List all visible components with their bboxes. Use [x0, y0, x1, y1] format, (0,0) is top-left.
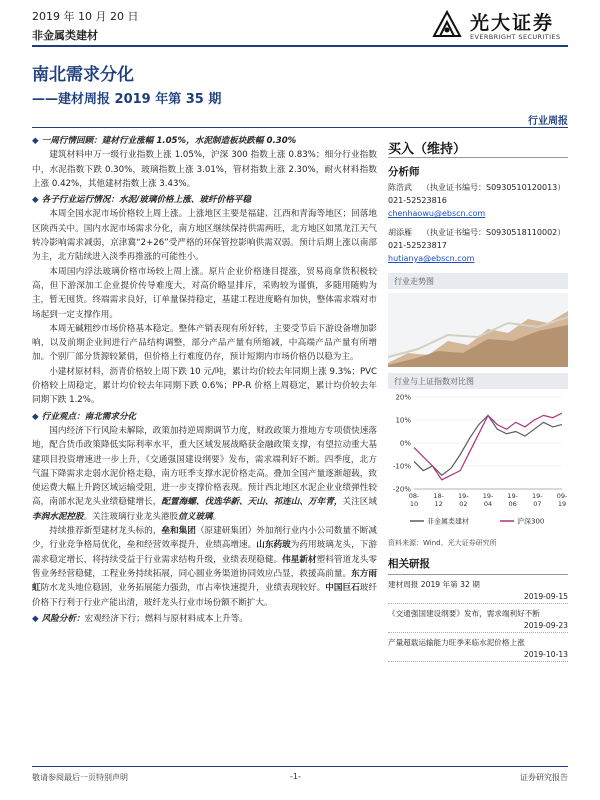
everbright-logo — [430, 6, 580, 46]
title-rule — [32, 127, 568, 128]
related-report-2[interactable]: 《交通强国建设纲要》发布，需求端利好不断 2019-09-23 — [388, 608, 568, 633]
x-tick-label: 10 — [409, 500, 419, 508]
header-rule — [32, 45, 568, 47]
chart-svg — [388, 389, 568, 535]
x-tick-label: 18- — [433, 492, 444, 500]
footer-disclaimer: 敬请参阅最后一页特别声明 — [32, 773, 128, 782]
diamond-bullet-icon: ◆ — [32, 613, 39, 624]
chart-source: 资料来源：Wind、光大证券研究所 — [388, 539, 497, 547]
page-number: -1- — [290, 772, 301, 781]
x-tick-label: 06 — [508, 500, 517, 508]
page-subtitle: ——建材周报 2019 年第 35 期 — [32, 92, 222, 107]
chart-title: 行业与上证指数对比图 — [388, 373, 568, 389]
industry-view-paragraph-2: 持续推荐新型建材龙头标的，垒和集团（原建研集团）外加剂行业内小公司数量不断减少，行业竞争格局优化，垒和经营效率提升，业绩高增速。山东药玻为药用玻璃龙头，下游需求稳定增长，将持续受益于行业需求结构升级，业绩表现稳健。伟星新材塑料管道龙头零售业务经营稳健，工程业务持续拓展，同心圆业务渠道协同效应凸显，救援高前量。东方雨虹防水龙头地位稳固，业务拓展能力强劲，市占率快速提升，业绩表现较好。中国巨石玻纤价格下行利于行业产能出清，玻纤龙头行业市场份额不断扩大。 — [32, 526, 377, 608]
glass-paragraph: 本周国内浮法玻璃价格市场较上周上涨。原片企业价格逢目提涨，贸易商拿货积极较高，但下游深加工企业提价传导难度大，对高价略显排斥，采购较为谨慎，多随用随购为主，暂无囤货。终端需求良好，订单量保持稳定，基建工程进度略有加快，整体需求端对市场起到一定支撑作用。 — [32, 266, 377, 320]
x-tick-label: 12 — [434, 500, 443, 508]
y-tick-label: 0% — [399, 439, 411, 448]
comparison-chart — [388, 373, 568, 548]
analyst-2-email-link[interactable]: hutianya@ebscn.com — [388, 254, 475, 263]
sidebar — [388, 132, 568, 662]
analyst-heading: 分析师 — [388, 166, 420, 178]
diamond-bullet-icon: ◆ — [32, 411, 39, 422]
y-tick-label: -10% — [392, 462, 411, 471]
diamond-bullet-icon: ◆ — [32, 136, 39, 146]
analyst-1-email-link[interactable]: chenhaowu@ebscn.com — [388, 209, 486, 218]
report-type-tag: 行业周报 — [528, 116, 568, 127]
x-tick-label: 02 — [459, 500, 468, 508]
x-tick-label: 07 — [533, 500, 542, 508]
trend-image — [388, 293, 568, 367]
x-tick-label: 19- — [532, 492, 543, 500]
footer-report-type: 证券研究报告 — [520, 773, 568, 782]
x-tick-label: 09- — [556, 492, 568, 500]
y-tick-label: -20% — [392, 485, 411, 494]
industry-view-paragraph-1: 国内经济下行风险未解除，政策加持逆周期调节力度，财政政策力推地方专项债快速落地，配合货币政策降低实际利率水平，重大区域发展战略获金融政策支撑，有望拉动重大基建项目投资增速进一步上升，《交通强国建设纲要》发布，需求端利好不断。四季度，北方气温下降需求走弱水泥价格走稳，南方旺季支撑水泥价格走高。叠加全国产量逐渐超载，致使运费大幅上升跨区域运输受阻，进一步支撑价格表现。预计西北地区水泥企业业绩弹性较高，南部水泥龙头业绩稳健增长，配置海螺、伐选华新、天山、祁连山、万年青，关注区域李润水泥控股。关注玻璃行业龙头港股信义玻璃。 — [32, 425, 377, 522]
main-body — [32, 132, 377, 626]
materials-paragraph: 小建材原材料，沥青价格较上周下跌 10 元/吨，累计均价较去年同期上涨 9.3%；PVC 价格较上周稳定，累计均价较去年同期下跌 0.6%；PP-R 价格上周稳定，累计均价较去年同期下跌 1.2%。 — [32, 366, 377, 406]
x-tick-label: 19- — [482, 492, 494, 500]
related-reports-heading: 相关研报 — [388, 556, 568, 575]
trend-figure — [388, 273, 568, 367]
analyst-2: 胡添雁 （执业证书编号：S0930518110002） 021-52523817 hutianya@ebscn.com — [388, 226, 568, 265]
weekly-review-text: 建筑材料申万一级行业指数上涨 1.05%，沪深 300 指数上涨 0.83%；细分行业指数中，水泥指数下跌 0.30%，玻璃指数上涨 3.01%，管材指数上涨 2.30%，耐火材料指数上涨 0.42%，其他建材指数上涨 3.43%。 — [32, 150, 377, 189]
analyst-1: 陈浩武 （执业证书编号：S0930510120013） 021-52523816 chenhaowu@ebscn.com — [388, 181, 568, 220]
x-tick-label: 19 — [557, 500, 567, 508]
report-category: 非金属类建材 — [32, 29, 98, 42]
trend-title: 行业走势图 — [388, 273, 568, 289]
weekly-review-heading: ◆ 一周行情回顾：建材行业涨幅 1.05%，水泥制造板块跌幅 0.30% — [32, 134, 377, 148]
x-tick-label: 19- — [458, 492, 469, 500]
x-tick-label: 19- — [507, 492, 518, 500]
fiberglass-paragraph: 本周无碱粗纱市场价格基本稳定。整体产销表现有所好转，主要受节后下游设备增加影响，以及前期企业间进行产品结构调整，部分产品产量有所缩减，中高端产品产量有所增加。个别厂部分货源较紧俏，但价格上行难度仍存，预计短期内市场价格仍以稳为主。 — [32, 323, 377, 363]
rating: 买入（维持） — [388, 132, 568, 158]
x-tick-label: 08- — [408, 492, 420, 500]
page-title: 南北需求分化 — [32, 65, 134, 85]
y-tick-label: 20% — [395, 393, 411, 402]
footer-rule — [32, 766, 568, 767]
logo-mark-icon — [430, 8, 464, 42]
related-report-3[interactable]: 产量超载运输能力旺季来临水泥价格上涨 2019-10-13 — [388, 637, 568, 662]
trend-illustration — [388, 293, 568, 367]
x-tick-label: 04 — [483, 500, 493, 508]
industry-view-heading: ◆ 行业观点：南北需求分化 — [32, 410, 377, 424]
logo-en-text: EVERBRIGHT SECURITIES — [470, 33, 561, 41]
legend-label-1: 沪深300 — [517, 517, 545, 526]
related-report-1[interactable]: 建材周报 2019 年第 32 期 2019-09-15 — [388, 579, 568, 604]
risk-heading: ◆ 风险分析： 宏观经济下行；燃料与原材料成本上升等。 — [32, 612, 377, 626]
diamond-bullet-icon: ◆ — [32, 195, 39, 206]
y-tick-label: 10% — [395, 416, 411, 425]
legend-label-0: 非金属类建材 — [427, 517, 469, 526]
subsector-heading: ◆ 各子行业运行情况：水泥/玻璃价格上涨、玻纤价格平稳 — [32, 193, 377, 207]
chart-area — [388, 389, 568, 535]
logo-cn-text: 光大证券 — [470, 12, 555, 34]
cement-paragraph: 本周全国水泥市场价格较上周上涨。上涨地区主要是福建、江西和青海等地区；回落地区陕西关中。国内水泥市场需求分化，南方地区继续保持供需两旺，北方地区如黑龙江天气转冷影响需求减弱，京津冀“2+26”受严格的环保管控影响供需双弱。预计后期上涨以南部为主，北方陆续进入淡季再推涨的可能性小。 — [32, 209, 377, 263]
report-date: 2019 年 10 月 20 日 — [32, 10, 139, 23]
